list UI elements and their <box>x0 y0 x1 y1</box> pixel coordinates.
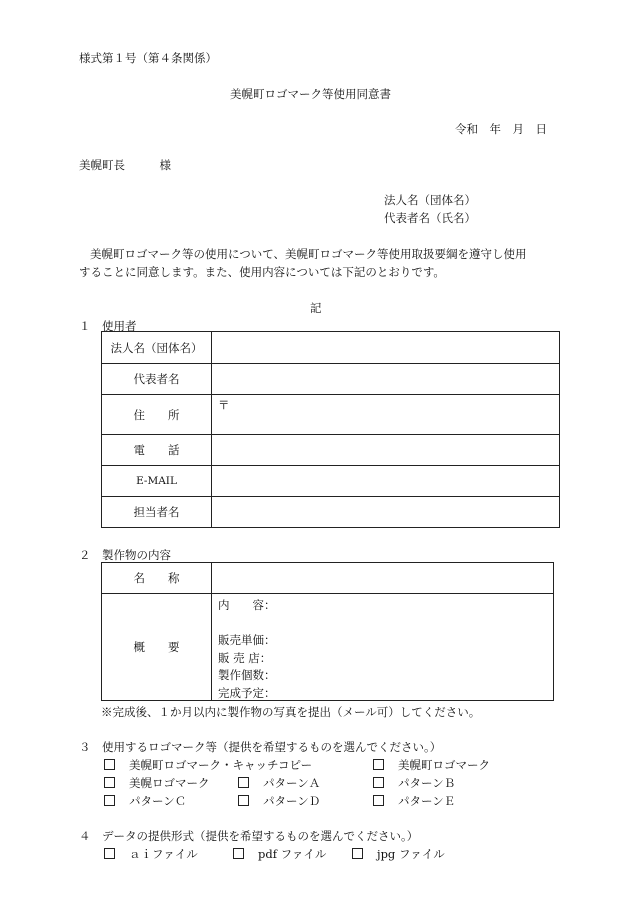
format-option-pdf[interactable]: pdf ファイル <box>233 846 326 862</box>
logo-option-bihoro-logo[interactable]: 美幌ロゴマーク <box>104 775 210 791</box>
checkbox[interactable] <box>373 795 384 806</box>
logo-option-pattern-d[interactable]: パターンＤ <box>238 793 320 809</box>
overview-price-line: 販売単価： <box>218 633 276 647</box>
checkbox[interactable] <box>104 848 115 859</box>
logo-option-pattern-c[interactable]: パターンＣ <box>104 793 186 809</box>
document-title: 美幌町ロゴマーク等使用同意書 <box>230 87 391 101</box>
body-text-line-1: 美幌町ロゴマーク等の使用について、美幌町ロゴマーク等使用取扱要綱を遵守し使用 <box>90 247 527 261</box>
table-row <box>102 497 560 528</box>
contact-person-cell[interactable] <box>212 497 560 528</box>
table-row <box>102 563 554 594</box>
format-option-ai[interactable]: ａｉファイル <box>104 846 198 862</box>
submission-note: ※完成後、１か月以内に製作物の写真を提出（メール可）してください。 <box>101 705 481 719</box>
product-table <box>101 562 554 701</box>
email-cell-label: E-MAIL <box>102 466 212 497</box>
section3-heading: ３ 使用するロゴマーク等（提供を希望するものを選んでください。） <box>79 740 442 754</box>
table-row <box>102 395 560 435</box>
logo-option-town-logo[interactable]: 美幌町ロゴマーク <box>373 757 490 773</box>
checkbox[interactable] <box>373 759 384 770</box>
corp-name-cell[interactable] <box>212 332 560 364</box>
table-row <box>102 466 560 497</box>
overview-quantity-line: 製作個数： <box>218 668 276 682</box>
checkbox[interactable] <box>238 777 249 788</box>
rep-name-label: 代表者名（氏名） <box>384 211 476 225</box>
section1-heading: １ 使用者 <box>79 319 137 333</box>
product-name-label: 名 称 <box>102 563 212 594</box>
checkbox[interactable] <box>104 795 115 806</box>
table-row <box>102 364 560 395</box>
table-row <box>102 594 554 701</box>
phone-cell[interactable] <box>212 435 560 466</box>
logo-option-pattern-b[interactable]: パターンＢ <box>373 775 455 791</box>
address-cell[interactable]: 〒 <box>212 395 560 435</box>
table-row <box>102 332 560 364</box>
body-text-line-2: することに同意します。また、使用内容については下記のとおりです。 <box>79 265 445 279</box>
checkbox[interactable] <box>352 848 363 859</box>
contact-person-cell-label: 担当者名 <box>102 497 212 528</box>
checkbox[interactable] <box>104 777 115 788</box>
product-name-cell[interactable] <box>212 563 554 594</box>
phone-cell-label: 電 話 <box>102 435 212 466</box>
table-row <box>102 435 560 466</box>
ki-heading: 記 <box>310 301 322 315</box>
format-option-jpg[interactable]: jpg ファイル <box>352 846 445 862</box>
overview-label: 概 要 <box>102 594 212 701</box>
applicant-table <box>101 331 560 528</box>
section4-heading: ４ データの提供形式（提供を希望するものを選んでください。） <box>79 829 419 843</box>
logo-option-pattern-e[interactable]: パターンＥ <box>373 793 455 809</box>
checkbox[interactable] <box>104 759 115 770</box>
logo-option-catchcopy[interactable]: 美幌町ロゴマーク・キャッチコピー <box>104 757 312 773</box>
form-number: 様式第１号（第４条関係） <box>79 51 217 65</box>
checkbox[interactable] <box>373 777 384 788</box>
checkbox[interactable] <box>238 795 249 806</box>
corp-name-cell-label: 法人名（団体名） <box>102 332 212 364</box>
rep-name-cell-label: 代表者名 <box>102 364 212 395</box>
date-line: 令和 年 月 日 <box>455 122 547 136</box>
email-cell[interactable] <box>212 466 560 497</box>
overview-content-line: 内 容： <box>218 598 276 612</box>
overview-store-line: 販 売 店： <box>218 651 272 665</box>
overview-schedule-line: 完成予定： <box>218 686 276 700</box>
addressee: 美幌町長 様 <box>79 158 171 172</box>
section2-heading: ２ 製作物の内容 <box>79 548 171 562</box>
address-cell-label: 住 所 <box>102 395 212 435</box>
corp-name-label: 法人名（団体名） <box>384 193 476 207</box>
rep-name-cell[interactable] <box>212 364 560 395</box>
logo-option-pattern-a[interactable]: パターンＡ <box>238 775 320 791</box>
checkbox[interactable] <box>233 848 244 859</box>
